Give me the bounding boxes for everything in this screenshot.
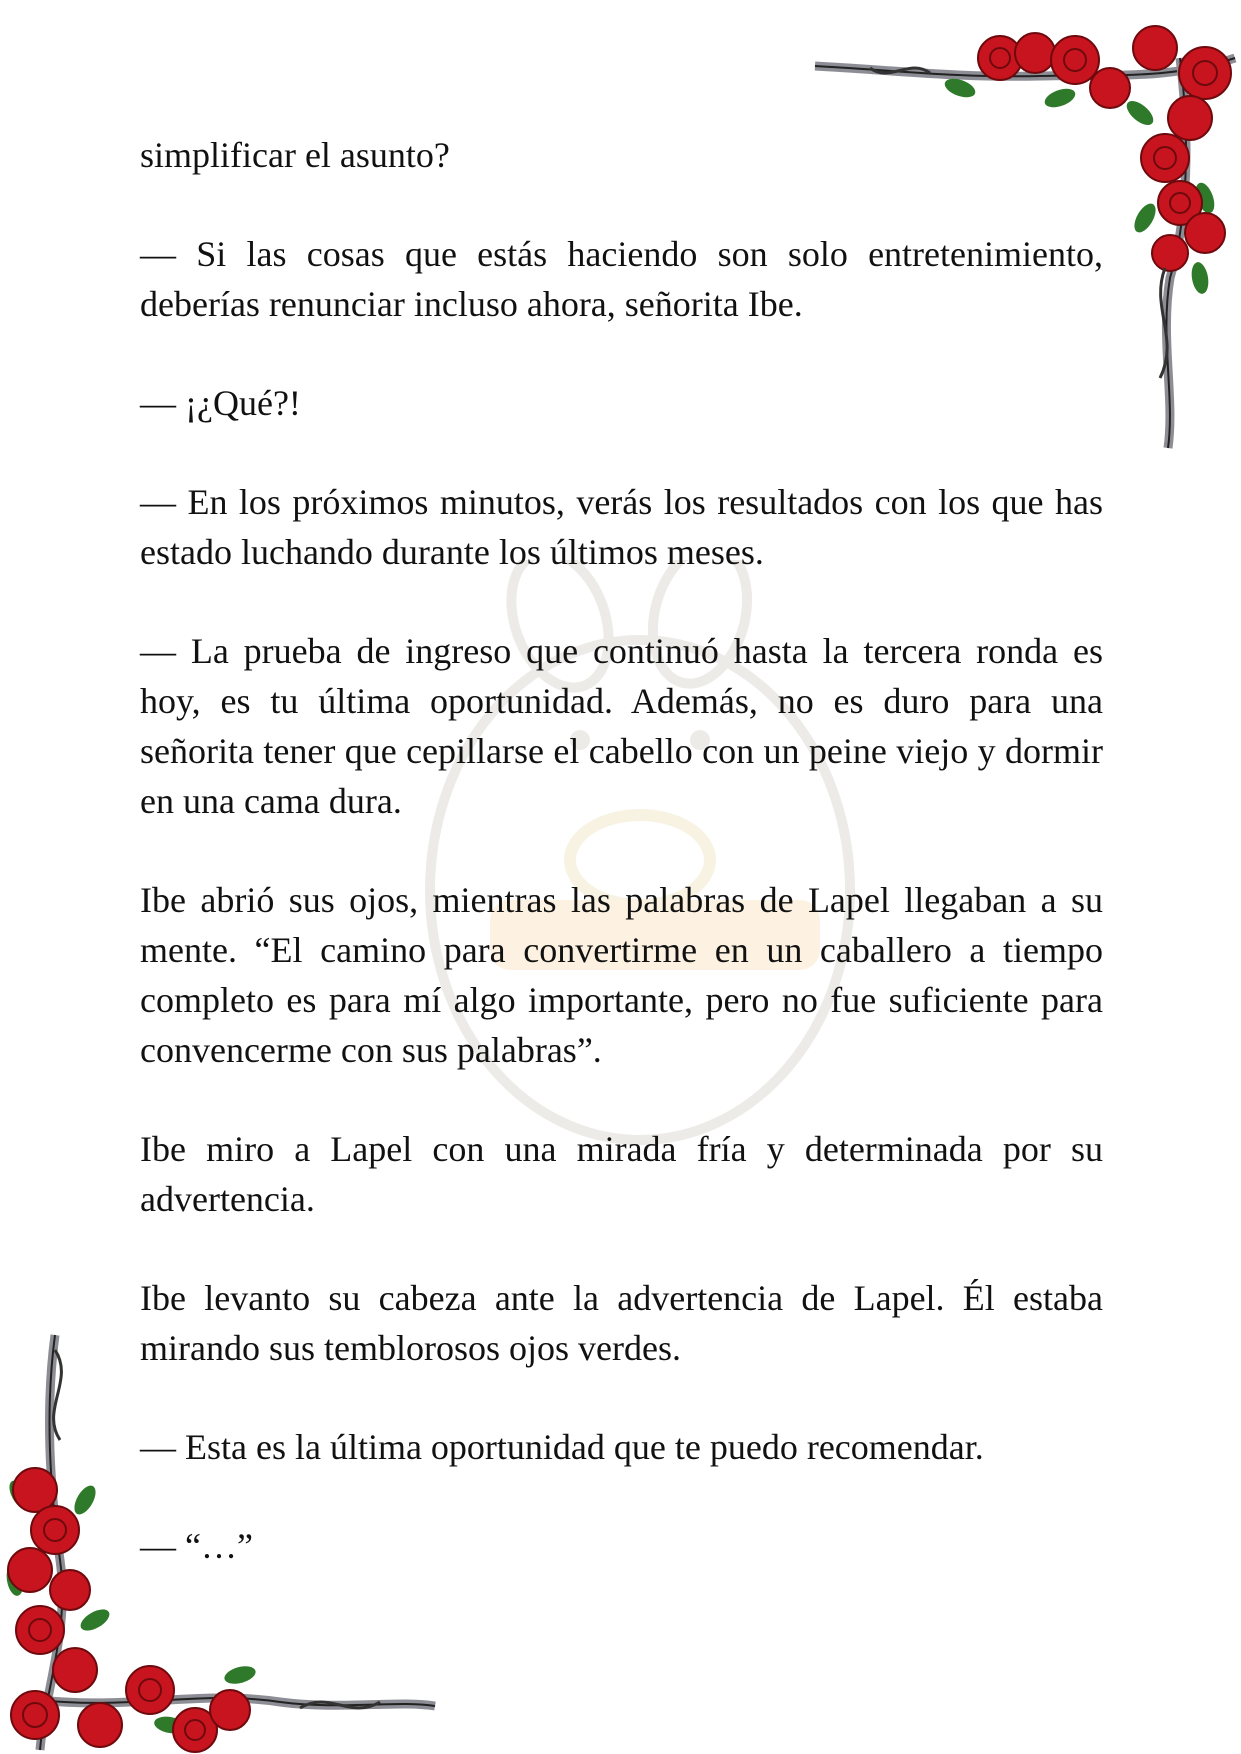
paragraph: — La prueba de ingreso que continuó hasta la tercera ronda es hoy, es tu última oportunidad. Además, no es duro para una señorita tener que cepillarse el cabello con un peine viejo y dormir en una cama dura. xyxy=(140,631,1103,821)
paragraph: Ibe miro a Lapel con una mirada fría y determinada por su advertencia. xyxy=(140,1129,1103,1219)
paragraph: — ¡¿Qué?! xyxy=(140,383,301,423)
paragraph: — “…” xyxy=(140,1526,253,1566)
paragraph: — En los próximos minutos, verás los resultados con los que has estado luchando durante los últimos meses. xyxy=(140,482,1103,572)
body-text xyxy=(140,130,1103,1620)
paragraph: Ibe levanto su cabeza ante la advertencia de Lapel. Él estaba mirando sus temblorosos ojos verdes. xyxy=(140,1278,1103,1368)
paragraph: — Esta es la última oportunidad que te puedo recomendar. xyxy=(140,1427,984,1467)
paragraph: simplificar el asunto? xyxy=(140,135,450,175)
paragraph: — Si las cosas que estás haciendo son solo entretenimiento, deberías renunciar incluso ahora, señorita Ibe. xyxy=(140,234,1103,324)
paragraph: Ibe abrió sus ojos, mientras las palabras de Lapel llegaban a su mente. “El camino para convertirme en un caballero a tiempo completo es para mí algo importante, pero no fue suficiente para convencerme con sus palabras”. xyxy=(140,880,1103,1070)
